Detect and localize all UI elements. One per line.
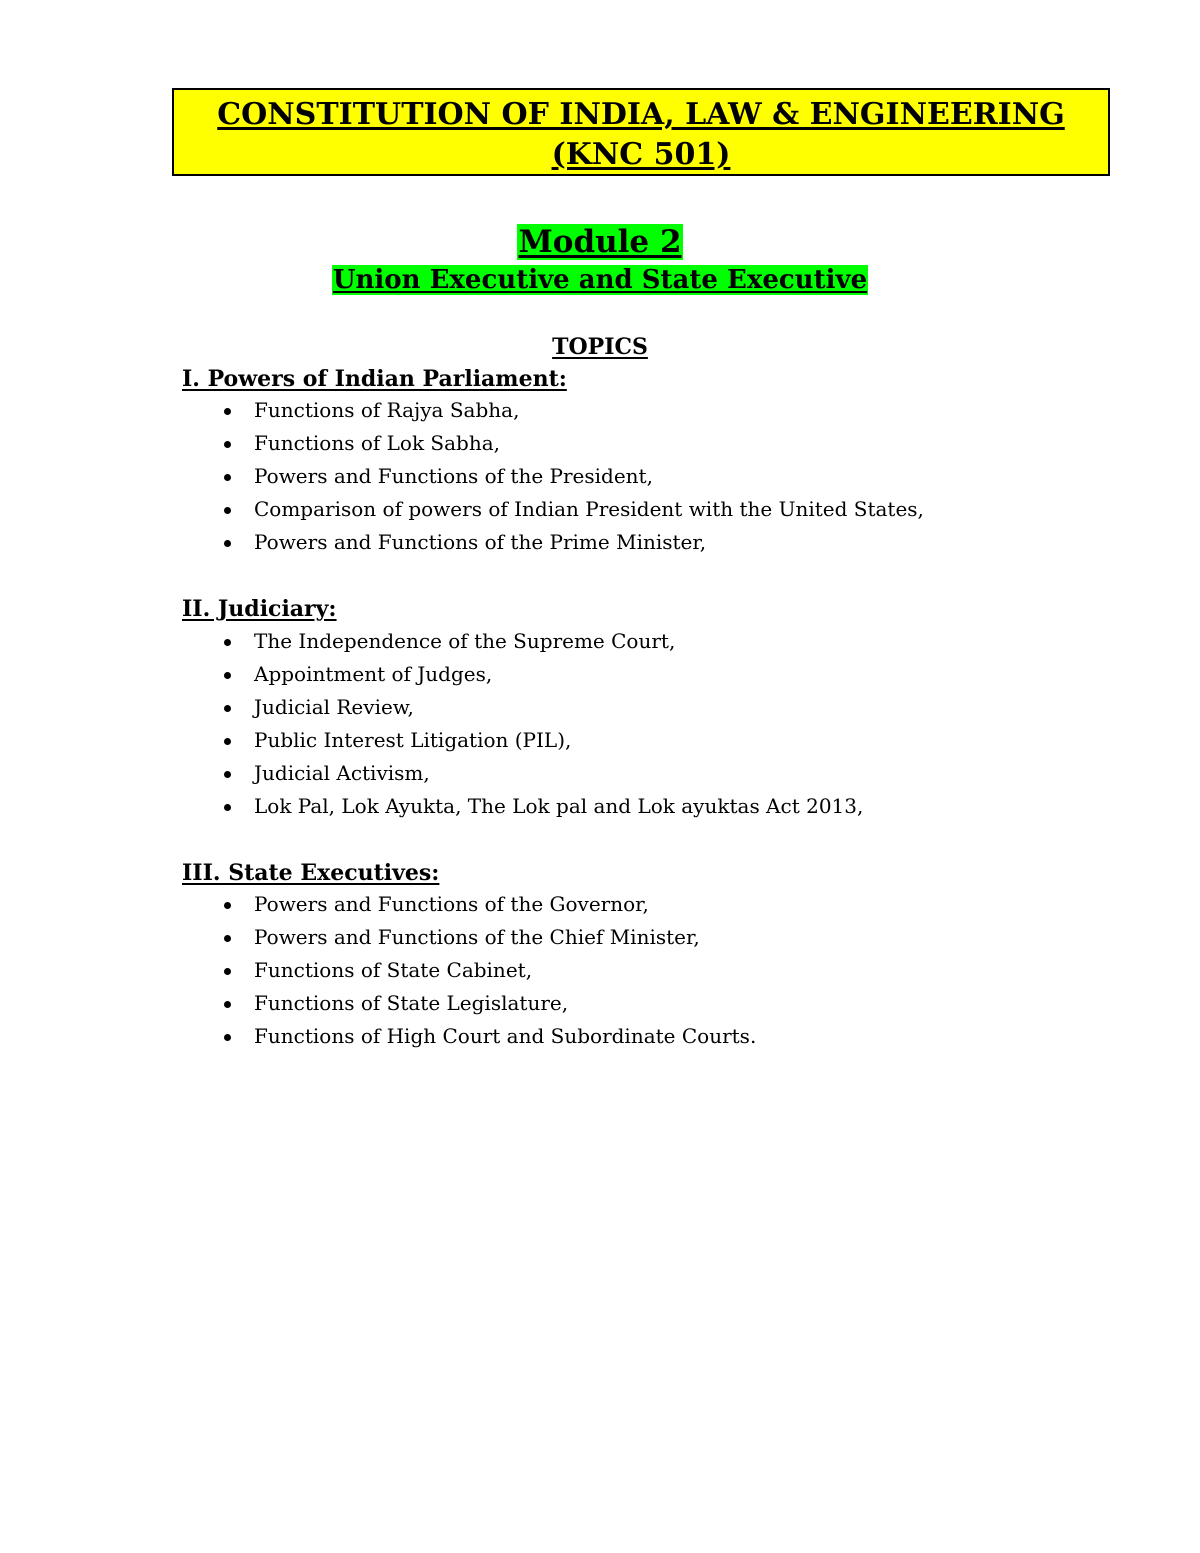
- module-title-row: [0, 222, 1200, 262]
- list-item: Appointment of Judges,: [222, 658, 863, 691]
- module-subtitle: Union Executive and State Executive: [332, 265, 868, 295]
- topics-heading: TOPICS: [552, 334, 648, 360]
- course-title-box: [172, 88, 1110, 176]
- course-title: CONSTITUTION OF INDIA, LAW & ENGINEERING: [217, 97, 1065, 132]
- list-item: Judicial Review,: [222, 691, 863, 724]
- list-item: The Independence of the Supreme Court,: [222, 625, 863, 658]
- list-item: Functions of Lok Sabha,: [222, 427, 924, 460]
- section-heading-parliament: I. Powers of Indian Parliament:: [182, 366, 567, 392]
- list-item: Powers and Functions of the Chief Minister,: [222, 921, 756, 954]
- list-item: Functions of State Legislature,: [222, 987, 756, 1020]
- list-item: Functions of State Cabinet,: [222, 954, 756, 987]
- list-item: Functions of Rajya Sabha,: [222, 394, 924, 427]
- list-item: Powers and Functions of the President,: [222, 460, 924, 493]
- section-list-parliament: [222, 394, 924, 559]
- module-subtitle-row: [0, 262, 1200, 298]
- list-item: Comparison of powers of Indian President with the United States,: [222, 493, 924, 526]
- section-list-state-executives: [222, 888, 756, 1053]
- module-title: Module 2: [518, 224, 682, 260]
- course-code: (KNC 501): [551, 137, 731, 172]
- list-item: Judicial Activism,: [222, 757, 863, 790]
- list-item: Functions of High Court and Subordinate Courts.: [222, 1020, 756, 1053]
- list-item: Lok Pal, Lok Ayukta, The Lok pal and Lok ayuktas Act 2013,: [222, 790, 863, 823]
- section-heading-judiciary: II. Judiciary:: [182, 596, 337, 622]
- list-item: Powers and Functions of the Governor,: [222, 888, 756, 921]
- list-item: Public Interest Litigation (PIL),: [222, 724, 863, 757]
- section-heading-state-executives: III. State Executives:: [182, 860, 440, 886]
- list-item: Powers and Functions of the Prime Minister,: [222, 526, 924, 559]
- section-list-judiciary: [222, 625, 863, 823]
